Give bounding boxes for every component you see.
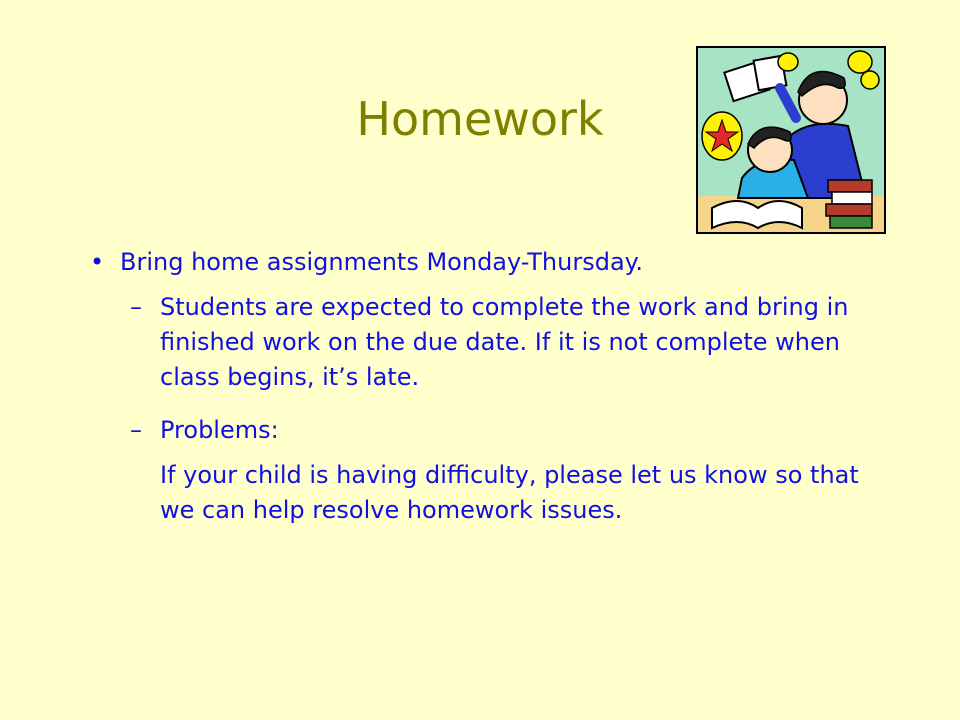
- sub-bullet-text: Students are expected to complete the work and bring in finished work on the due date. If it is not complete when class begins, it’s late.: [160, 293, 849, 391]
- slide-title: Homework: [356, 92, 604, 146]
- bullet-text: Bring home assignments Monday-Thursday.: [120, 248, 644, 276]
- bullet-marker: •: [90, 248, 105, 276]
- homework-clipart-icon: [696, 46, 886, 234]
- sub-bullet-marker: –: [130, 293, 142, 321]
- sub-bullet-marker: –: [130, 416, 142, 444]
- sub-bullet-text: Problems:: [160, 416, 279, 444]
- note-paragraph: If your child is having difficulty, please let us know so that we can help resolve homework issues.: [160, 461, 859, 524]
